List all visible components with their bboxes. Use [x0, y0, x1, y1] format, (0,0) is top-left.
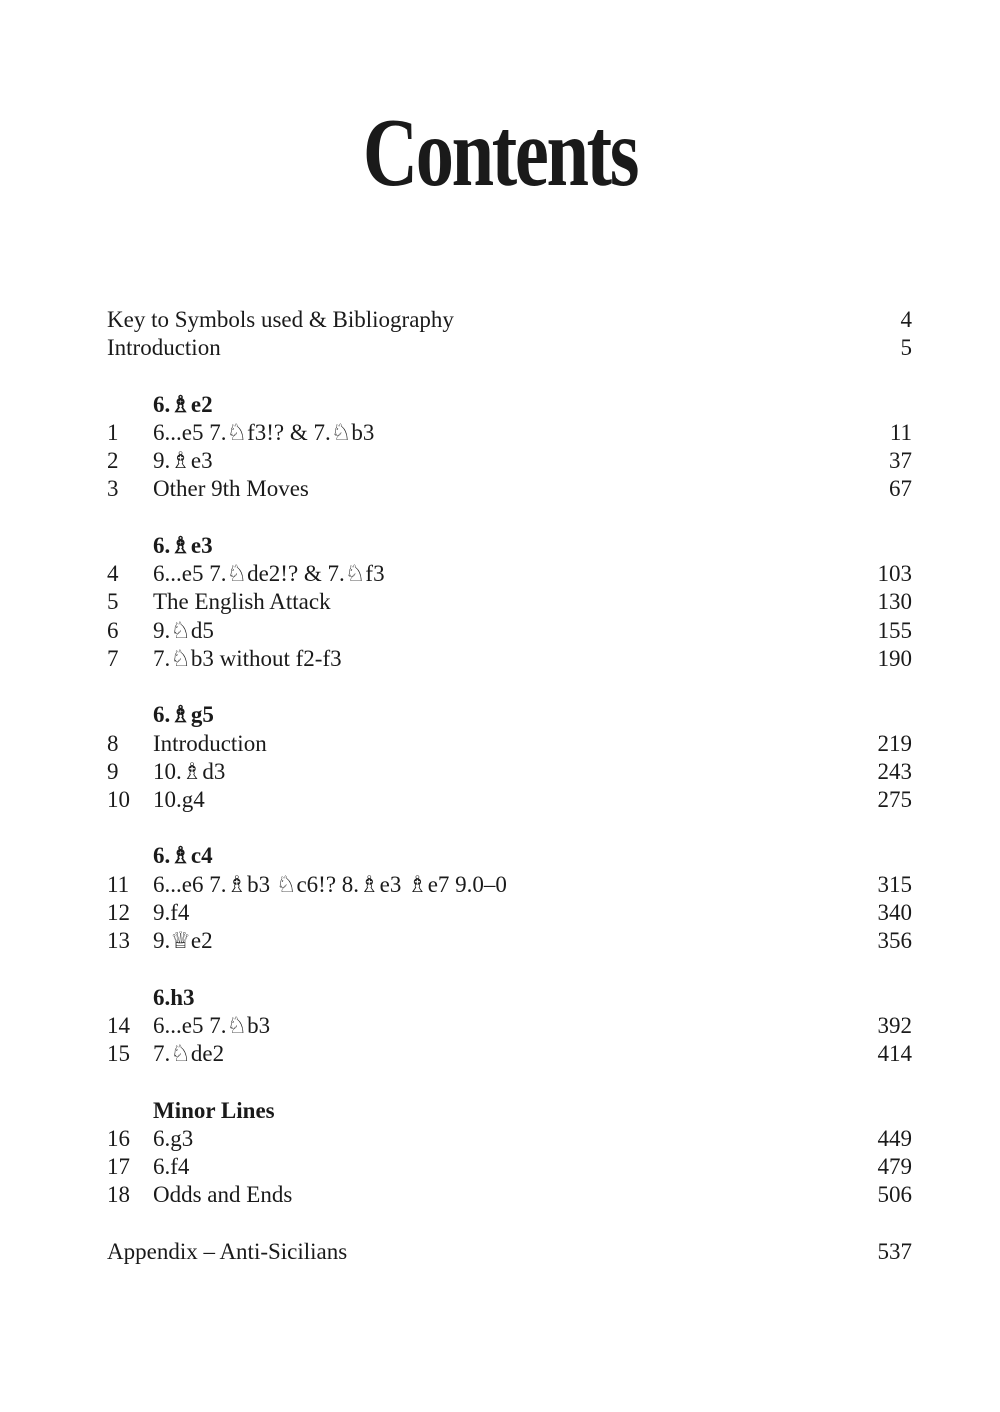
chapter-number: 7: [107, 645, 119, 671]
section-heading: 6.♗g5: [153, 702, 214, 728]
section-heading: 6.♗e2: [153, 391, 213, 417]
chapter-title: 6.g3: [153, 1125, 194, 1151]
chapter-row[interactable]: [107, 899, 912, 927]
chapter-number: 1: [107, 419, 119, 445]
section-heading: 6.h3: [153, 984, 195, 1010]
chapter-page: 449: [877, 1125, 912, 1151]
chapter-title: 6.f4: [153, 1154, 190, 1180]
chapter-row[interactable]: [107, 588, 912, 616]
chapter-number: 5: [107, 589, 119, 615]
chapter-row[interactable]: [107, 645, 912, 673]
chapter-title: Introduction: [153, 730, 267, 756]
chapter-row[interactable]: [107, 1040, 912, 1068]
chapter-row[interactable]: [107, 1012, 912, 1040]
chapter-number: 8: [107, 730, 119, 756]
chapter-title: 6...e5 7.♘de2!? & 7.♘f3: [153, 561, 385, 587]
chapter-title: 9.♘d5: [153, 617, 214, 643]
chapter-row[interactable]: [107, 927, 912, 955]
chapter-number: 17: [107, 1154, 130, 1180]
chapter-page: 275: [877, 787, 912, 813]
chapter-page: 506: [877, 1182, 912, 1208]
chapter-row[interactable]: [107, 1153, 912, 1181]
chapter-title: 6...e5 7.♘f3!? & 7.♘b3: [153, 419, 375, 445]
chapter-row[interactable]: [107, 786, 912, 814]
chapter-page: 130: [877, 589, 912, 615]
toc-entry-page: 5: [900, 335, 912, 361]
section-heading: 6.♗c4: [153, 843, 213, 869]
chapter-page: 11: [889, 419, 912, 445]
chapter-page: 479: [877, 1154, 912, 1180]
spacer: [107, 1210, 912, 1238]
chapter-row[interactable]: [107, 419, 912, 447]
chapter-title: 9.f4: [153, 900, 190, 926]
chapter-row[interactable]: [107, 617, 912, 645]
toc-entry-label: Key to Symbols used & Bibliography: [107, 307, 454, 332]
chapter-number: 15: [107, 1041, 130, 1067]
chapter-number: 12: [107, 900, 130, 926]
chapter-row[interactable]: [107, 758, 912, 786]
section-heading: Minor Lines: [153, 1097, 275, 1123]
chapter-number: 4: [107, 561, 119, 587]
chapter-title: Odds and Ends: [153, 1182, 293, 1208]
toc-entry-page: 537: [877, 1238, 912, 1264]
chapter-page: 37: [889, 448, 912, 474]
toc-entry-key-to-symbols[interactable]: [107, 306, 912, 334]
chapter-title: 10.g4: [153, 787, 205, 813]
chapter-title: 9.♗e3: [153, 448, 213, 474]
chapter-number: 16: [107, 1125, 130, 1151]
chapter-number: 9: [107, 758, 119, 784]
section-heading: 6.♗e3: [153, 532, 213, 558]
chapter-number: 3: [107, 476, 119, 502]
chapter-number: 11: [107, 871, 130, 897]
page-title: Contents: [362, 99, 638, 207]
chapter-page: 356: [877, 928, 912, 954]
chapter-row[interactable]: [107, 1125, 912, 1153]
toc-entry-introduction[interactable]: [107, 334, 912, 362]
chapter-title: 6...e5 7.♘b3: [153, 1012, 271, 1038]
chapter-page: 340: [877, 900, 912, 926]
chapter-page: 243: [877, 758, 912, 784]
toc-entry-appendix[interactable]: [107, 1238, 912, 1266]
chapter-title: 7.♘de2: [153, 1041, 225, 1067]
chapter-title: Other 9th Moves: [153, 476, 309, 502]
chapter-page: 67: [889, 476, 912, 502]
chapter-page: 414: [877, 1041, 912, 1067]
chapter-title: 6...e6 7.♗b3 ♘c6!? 8.♗e3 ♗e7 9.0–0: [153, 871, 507, 897]
chapter-row[interactable]: [107, 871, 912, 899]
chapter-page: 190: [877, 645, 912, 671]
chapter-number: 13: [107, 928, 130, 954]
chapter-title: The English Attack: [153, 589, 331, 615]
chapter-row[interactable]: [107, 1181, 912, 1209]
chapter-number: 10: [107, 787, 130, 813]
chapter-title: 7.♘b3 without f2-f3: [153, 645, 342, 671]
table-of-contents: [107, 306, 912, 1266]
chapter-page: 392: [877, 1012, 912, 1038]
chapter-number: 14: [107, 1012, 130, 1038]
chapter-number: 2: [107, 448, 119, 474]
chapter-row[interactable]: [107, 730, 912, 758]
toc-entry-page: 4: [900, 307, 912, 332]
toc-entry-label: Appendix – Anti-Sicilians: [107, 1238, 348, 1264]
chapter-number: 18: [107, 1182, 130, 1208]
chapter-number: 6: [107, 617, 119, 643]
chapter-title: 9.♕e2: [153, 928, 213, 954]
chapter-title: 10.♗d3: [153, 758, 226, 784]
chapter-row[interactable]: [107, 447, 912, 475]
toc-entry-label: Introduction: [107, 335, 221, 361]
chapter-page: 103: [877, 561, 912, 587]
chapter-page: 155: [877, 617, 912, 643]
chapter-page: 219: [877, 730, 912, 756]
chapter-row[interactable]: [107, 475, 912, 503]
chapter-row[interactable]: [107, 560, 912, 588]
chapter-page: 315: [877, 871, 912, 897]
